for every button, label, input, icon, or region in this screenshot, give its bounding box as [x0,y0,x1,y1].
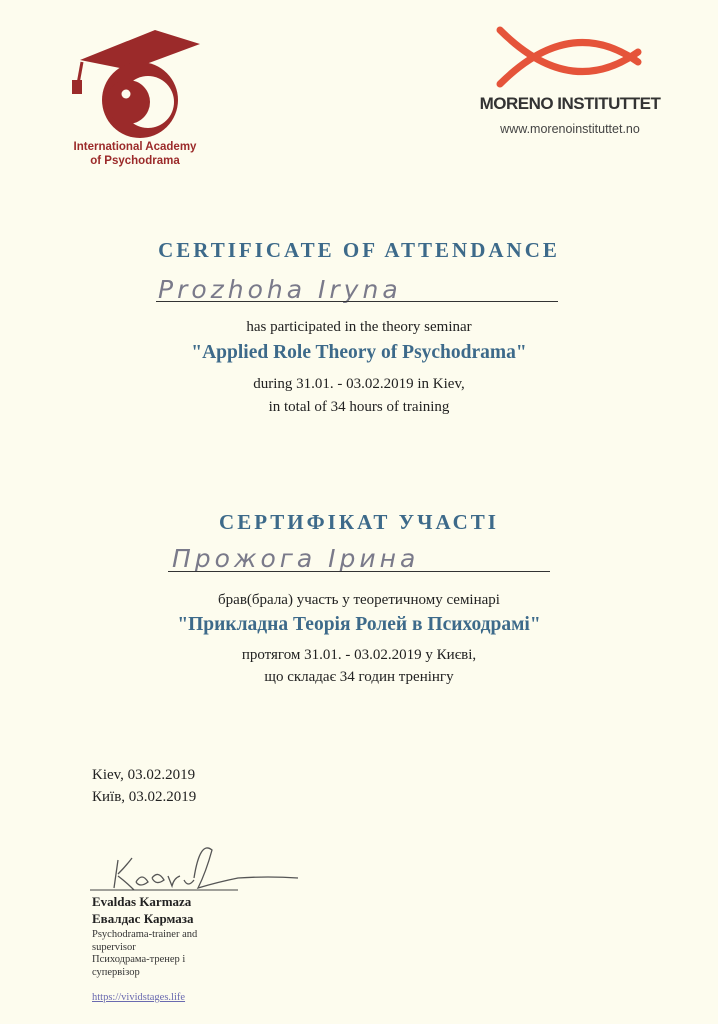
participant-name-ua: Прожога Ірина [172,544,420,573]
heading-ua: СЕРТИФІКАТ УЧАСТІ [219,510,499,534]
signer-name [92,893,193,927]
academy-caption-line2: of Psychodrama [90,155,180,167]
signer-name-ua: Евалдас Кармаза [92,911,194,926]
role-line1: Psychodrama-trainer and [92,929,198,940]
place-date-ua: Київ, 03.02.2019 [92,789,197,805]
line3-en: in total of 34 hours of training [268,399,450,415]
signer-role [92,929,197,979]
line1-ua: брав(брала) участь у теоретичному семінарі [218,592,500,608]
academy-caption [50,140,220,168]
signer-name-en: Evaldas Karmaza [92,894,192,909]
place-date-en: Kiev, 03.02.2019 [92,767,196,783]
moreno-name: MORENO INSTITUTTET [479,94,661,113]
line2-ua: протягом 31.01. - 03.02.2019 у Києві, [241,647,477,663]
role-line4: супервізор [92,966,140,978]
participant-name-en: Prozhoha Iryna [158,275,402,304]
seminar-title-ua: "Прикладна Теорія Ролей в Психодрамі" [177,614,541,635]
place-date [92,764,196,808]
heading-en: CERTIFICATE OF ATTENDANCE [158,238,560,262]
academy-logo [60,22,210,172]
vividstages-link[interactable]: https://vividstages.life [92,992,186,1003]
role-line2: supervisor [92,941,136,953]
seminar-title-en: "Applied Role Theory of Psychodrama" [191,342,527,363]
line3-ua: що складає 34 годин тренінгу [264,669,454,685]
name-line-en [156,301,558,302]
academy-logo-icon [60,22,210,142]
academy-caption-line1: International Academy [73,141,197,153]
role-line3: Психодрама-тренер і [92,954,186,965]
name-line-ua [168,571,550,572]
line1-en: has participated in the theory seminar [246,319,472,335]
fish-icon [470,22,670,92]
moreno-logo [470,22,670,152]
moreno-url: www.morenoinstituttet.no [500,122,640,136]
line2-en: during 31.01. - 03.02.2019 in Kiev, [253,376,465,392]
